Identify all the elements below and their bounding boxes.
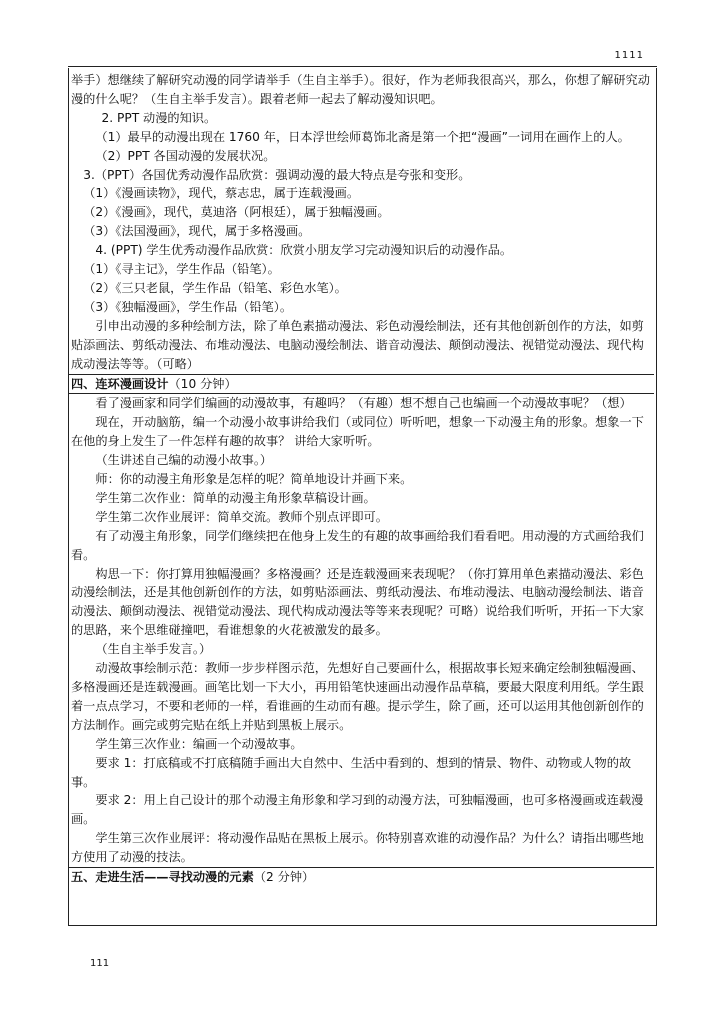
paragraph: （3）《独幅漫画》，学生作品（铅笔）。 xyxy=(83,299,293,314)
paragraph: 现在，开动脑筋，编一个动漫小故事讲给我们（或同位）听听吧，想象一下动漫主角的形象。想象一下在他的身上发生了一件怎样有趣的故事？ 讲给大家听听。 xyxy=(71,415,644,449)
header-rule xyxy=(68,66,657,67)
paragraph: 看了漫画家和同学们编画的动漫故事，有趣吗？（有趣）想不想自己也编画一个动漫故事呢？（想） xyxy=(95,396,632,411)
footer-page-number: 111 xyxy=(90,958,110,969)
paragraph: 学生第二次作业展评：简单交流。教师个别点评即可。 xyxy=(95,509,388,524)
paragraph: 引申出动漫的多种绘制方法，除了单色素描动漫法、彩色动漫绘制法，还有其他创新创作的方法，如剪贴添画法、剪纸动漫法、布堆动漫法、电脑动漫绘制法、谐音动漫法、颠倒动漫法、视错觉动漫法、现代构成动漫法等等。（可略） xyxy=(71,318,644,371)
paragraph: 学生第二次作业：简单的动漫主角形象草稿设计画。 xyxy=(95,490,376,505)
paragraph: 动漫故事绘制示范：教师一步步样图示范，先想好自己要画什么，根据故事长短来确定绘制独幅漫画、多格漫画还是连载漫画。画笔比划一下大小，再用铅笔快速画出动漫作品草稿，要最大限度利用纸。学生跟着一点点学习，不要和老师的一样，看谁画的生动而有趣。提示学生，除了画，还可以运用其他创新创作的方法制作。画完或剪完贴在纸上并贴到黑板上展示。 xyxy=(71,661,644,732)
paragraph: （生讲述自己编的动漫小故事。） xyxy=(95,453,273,468)
paragraph: 要求 2：用上自己设计的那个动漫主角形象和学习到的动漫方法，可独幅漫画，也可多格漫画或连载漫画。 xyxy=(71,793,644,827)
paragraph: （1）《寻主记》，学生作品（铅笔）。 xyxy=(83,262,280,277)
paragraph: （2）PPT 各国动漫的发展状况。 xyxy=(95,148,276,163)
section-duration: （2 分钟） xyxy=(253,870,315,885)
paragraph: （1）最早的动漫出现在 1760 年，日本浮世绘师葛饰北斋是第一个把“漫画”一词用在画作上的人。 xyxy=(95,129,630,144)
paragraph: （1）《漫画读物》，现代，蔡志忠，属于连载漫画。 xyxy=(83,186,360,201)
paragraph: 4. (PPT) 学生优秀动漫作品欣赏：欣赏小朋友学习完动漫知识后的动漫作品。 xyxy=(95,243,513,258)
paragraph: （2）《漫画》，现代，莫迪洛（阿根廷），属于独幅漫画。 xyxy=(83,205,390,220)
paragraph: 有了动漫主角形象，同学们继续把在他身上发生的有趣的故事画给我们看看吧。用动漫的方式画给我们看。 xyxy=(71,528,644,562)
section-duration: （10 分钟） xyxy=(168,376,237,391)
header-page-number: 1111 xyxy=(614,50,644,61)
paragraph: 2. PPT 动漫的知识。 xyxy=(101,110,217,125)
paragraph: 3.（PPT）各国优秀动漫作品欣赏：强调动漫的最大特点是夸张和变形。 xyxy=(83,167,471,182)
paragraph: 学生第三次作业：编画一个动漫故事。 xyxy=(95,736,303,751)
paragraph: 构思一下：你打算用独幅漫画？多格漫画？还是连载漫画来表现呢？（你打算用单色素描动漫法、彩色动漫绘制法，还是其他创新创作的方法，如剪贴添画法、剪纸动漫法、布堆动漫法、电脑动漫绘制法、谐音动漫法、颠倒动漫法、视错觉动漫法、现代构成动漫法等等来表现呢？可略）说给我们听听，开拓一下大家的思路，来个思维碰撞吧，看谁想象的火花被激发的最多。 xyxy=(71,566,644,638)
section-heading-4 xyxy=(71,375,651,394)
paragraph: 师：你的动漫主角形象是怎样的呢？简单地设计并画下来。 xyxy=(95,472,413,487)
paragraph: 学生第三次作业展评：将动漫作品贴在黑板上展示。你特别喜欢谁的动漫作品？为什么？请指出哪些地方使用了动漫的技法。 xyxy=(71,831,644,865)
paragraph: 举手）想继续了解研究动漫的同学请举手（生自主举手）。很好，作为老师我很高兴，那么，你想了解研究动漫的什么呢？（生自主举手发言）。跟着老师一起去了解动漫知识吧。 xyxy=(71,73,650,106)
section-title: 五、走进生活——寻找动漫的元素 xyxy=(71,870,254,885)
section-heading-5 xyxy=(71,868,651,887)
section-title: 四、连环漫画设计 xyxy=(71,376,169,391)
paragraph: （3）《法国漫画》，现代，属于多格漫画。 xyxy=(83,224,311,239)
paragraph: （生自主举手发言。） xyxy=(95,642,212,657)
paragraph: 要求 1：打底稿或不打底稿随手画出大自然中、生活中看到的、想到的情景、物件、动物或人物的故事。 xyxy=(71,755,632,789)
document-body xyxy=(71,71,651,887)
paragraph: （2）《三只老鼠，学生作品（铅笔、彩色水笔）。 xyxy=(83,280,347,295)
